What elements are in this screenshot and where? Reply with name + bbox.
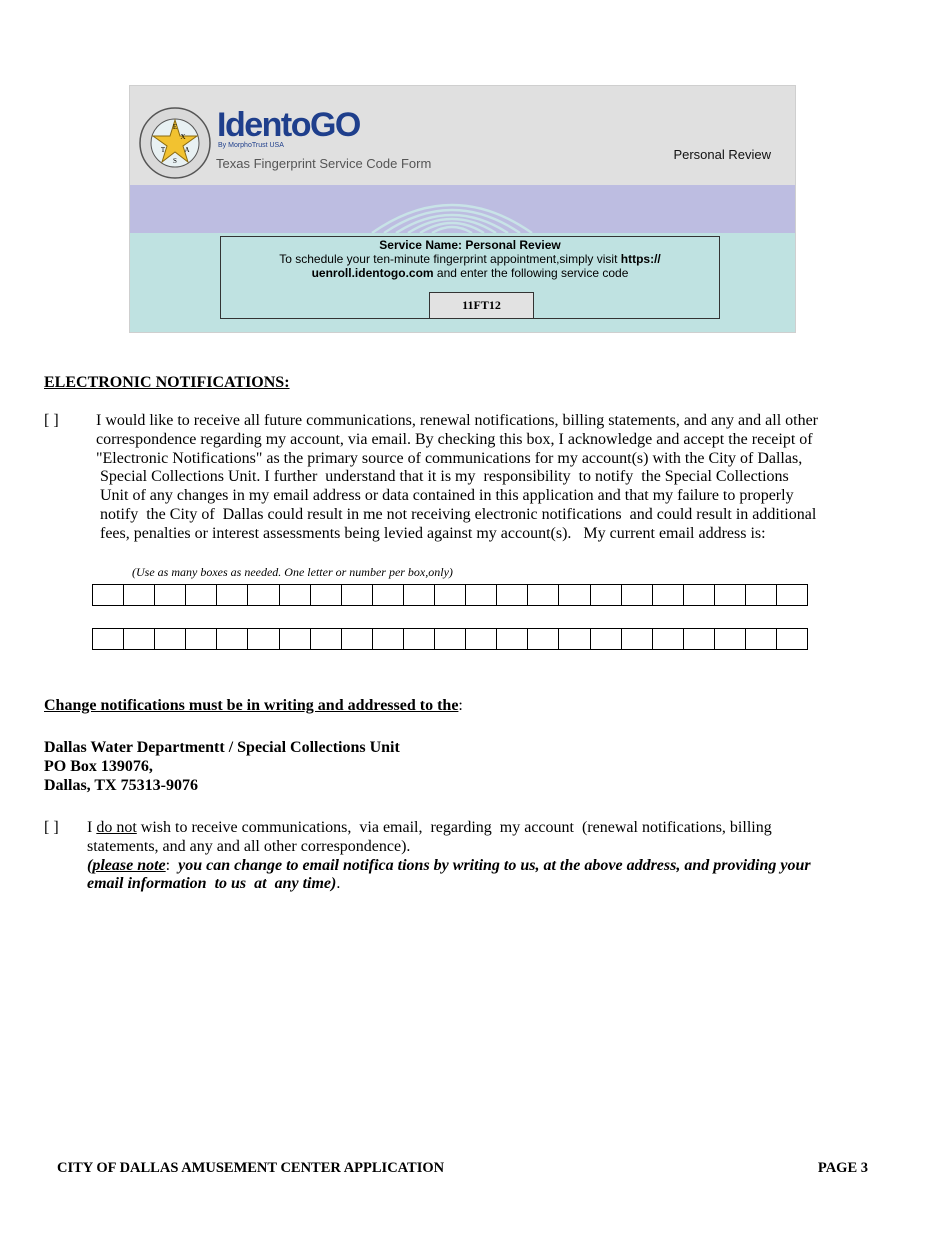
email-char-box[interactable] — [714, 629, 745, 650]
email-char-box[interactable] — [621, 585, 652, 606]
address-line-2: PO Box 139076, — [44, 757, 153, 775]
service-name: Service Name: Personal Review — [379, 238, 561, 252]
identogo-url-part1[interactable]: https:// — [620, 252, 661, 266]
svg-text:T: T — [160, 146, 166, 154]
email-char-box[interactable] — [559, 629, 590, 650]
email-optout-checkbox[interactable]: [ ] — [44, 819, 59, 836]
email-char-box[interactable] — [590, 585, 621, 606]
footer-application-title: CITY OF DALLAS AMUSEMENT CENTER APPLICATION — [57, 1160, 445, 1176]
email-char-box[interactable] — [155, 629, 186, 650]
email-char-box[interactable] — [279, 629, 310, 650]
fingerprint-band — [130, 185, 795, 233]
email-boxes-hint: (Use as many boxes as needed. One letter or number per box,only) — [132, 565, 453, 579]
fingerprint-icon — [342, 185, 562, 233]
email-char-box[interactable] — [372, 629, 403, 650]
email-box-row-2 — [92, 628, 808, 650]
form-title: Texas Fingerprint Service Code Form — [216, 156, 432, 171]
svg-text:X: X — [180, 133, 186, 141]
texas-dps-seal-icon — [139, 107, 211, 179]
email-char-box[interactable] — [621, 629, 652, 650]
email-char-box[interactable] — [186, 629, 217, 650]
service-code: 11FT12 — [429, 292, 534, 319]
email-char-box[interactable] — [248, 629, 279, 650]
email-optin-text: I would like to receive all future communications, renewal notifications, billing statements, and any and all other correspondence regarding my account, via email. By checking this box, I acknowledge and accept the receipt of "Electronic Notifications" as the primary source of communications for my account(s) with the City of Dallas, Special Collections Unit. I further understand that it is my responsibility to notify the Special Collections Unit of any changes in my email address or data contained in this application and that my failure to properly notify the City of Dallas could result in me not receiving electronic notifications and could result in additional fees, penalties or interest assessments being levied against my account(s). My current email address is: — [96, 412, 819, 542]
address-line-1: Dallas Water Departmentt / Special Collections Unit — [44, 739, 400, 756]
svg-text:S: S — [173, 157, 177, 165]
email-char-box[interactable] — [310, 585, 341, 606]
email-char-box[interactable] — [497, 629, 528, 650]
email-char-box[interactable] — [217, 585, 248, 606]
email-char-box[interactable] — [124, 585, 155, 606]
email-char-box[interactable] — [745, 585, 776, 606]
email-char-box[interactable] — [497, 585, 528, 606]
email-optin-checkbox[interactable]: [ ] — [44, 412, 59, 429]
schedule-instructions: To schedule your ten-minute fingerprint appointment,simply visit https:// — [279, 252, 661, 266]
email-char-box[interactable] — [341, 585, 372, 606]
email-char-box[interactable] — [279, 585, 310, 606]
email-char-box[interactable] — [590, 629, 621, 650]
email-char-box[interactable] — [528, 629, 559, 650]
email-char-box[interactable] — [341, 629, 372, 650]
email-char-box[interactable] — [466, 585, 497, 606]
mailing-address — [44, 739, 400, 795]
email-char-box[interactable] — [435, 585, 466, 606]
email-char-box[interactable] — [652, 629, 683, 650]
email-char-box[interactable] — [403, 585, 434, 606]
identogo-banner — [129, 85, 796, 333]
email-char-box[interactable] — [186, 585, 217, 606]
email-char-box[interactable] — [310, 629, 341, 650]
email-char-box[interactable] — [93, 629, 124, 650]
email-char-box[interactable] — [559, 585, 590, 606]
email-char-box[interactable] — [217, 629, 248, 650]
email-char-box[interactable] — [124, 629, 155, 650]
identogo-url-part2[interactable]: uenroll.identogo.com — [311, 266, 434, 280]
email-char-box[interactable] — [155, 585, 186, 606]
email-char-box[interactable] — [777, 629, 808, 650]
email-char-box[interactable] — [777, 585, 808, 606]
schedule-instructions-2: uenroll.identogo.com and enter the following service code — [311, 266, 629, 280]
identogo-logo: IdentoGO — [217, 106, 360, 144]
email-char-box[interactable] — [745, 629, 776, 650]
email-char-box[interactable] — [683, 585, 714, 606]
service-label: Personal Review — [673, 147, 771, 162]
svg-text:E: E — [172, 123, 178, 131]
email-char-box[interactable] — [93, 585, 124, 606]
email-optout-text: I do not wish to receive communications, via email, regarding my account (renewal notifications, billing statements, and any and all other correspondence). (please note: you can change to email notifica tions by writing to us, at the above address, and providing your email information to us at any time). — [87, 819, 887, 894]
email-char-box[interactable] — [435, 629, 466, 650]
email-char-box[interactable] — [372, 585, 403, 606]
email-char-box[interactable] — [652, 585, 683, 606]
email-char-box[interactable] — [528, 585, 559, 606]
change-notifications-heading: Change notifications must be in writing and addressed to the: — [44, 697, 463, 714]
service-info-box — [220, 236, 720, 319]
email-char-box[interactable] — [403, 629, 434, 650]
footer-page-number: PAGE 3 — [817, 1160, 868, 1176]
logo-subtitle: By MorphoTrust USA — [218, 142, 284, 149]
please-note: (please note: you can change to email notifica tions by writing to us, at the above address, and providing your — [87, 856, 811, 874]
address-line-3: Dallas, TX 75313-9076 — [44, 776, 198, 794]
email-char-box[interactable] — [683, 629, 714, 650]
email-char-box[interactable] — [466, 629, 497, 650]
electronic-notifications-heading: ELECTRONIC NOTIFICATIONS: — [44, 374, 290, 391]
banner-header — [130, 86, 795, 185]
email-char-box[interactable] — [714, 585, 745, 606]
email-box-row-1 — [92, 584, 808, 606]
email-char-box[interactable] — [248, 585, 279, 606]
svg-text:A: A — [184, 146, 190, 154]
